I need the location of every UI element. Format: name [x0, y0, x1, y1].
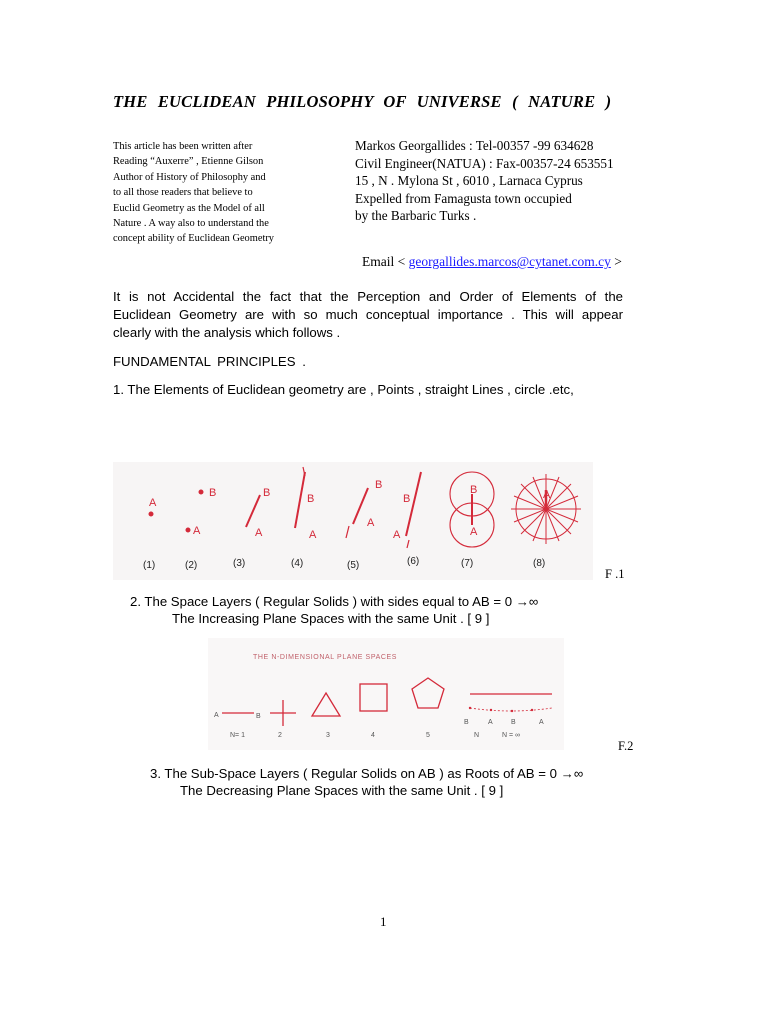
fig2-label: N — [474, 732, 480, 739]
author-line: by the Barbaric Turks . — [355, 208, 477, 223]
page-number: 1 — [380, 914, 387, 929]
fig1-label: (6) — [407, 556, 420, 567]
author-line: Markos Georgallides : Tel-00357 -99 634628 — [355, 138, 594, 153]
fig1-label: (3) — [233, 558, 246, 569]
fig2-label: N = ∞ — [502, 732, 521, 739]
intro-line: Reading “Auxerre” , Etienne Gilson — [113, 156, 264, 168]
fig2-label: N= 1 — [230, 732, 245, 739]
intro-line: to all those readers that believe to — [113, 187, 253, 199]
svg-text:A: A — [488, 719, 493, 726]
svg-text:B: B — [470, 484, 478, 496]
fig1-label: (1) — [143, 560, 156, 571]
svg-text:A: A — [470, 526, 478, 538]
intro-paragraph — [113, 288, 623, 342]
paragraph-line: It is not Accidental the fact that the Perception and Order of Elements of the — [113, 289, 623, 304]
intro-note — [113, 139, 343, 247]
section-heading: FUNDAMENTAL PRINCIPLES . — [113, 354, 306, 369]
fig1-label: (5) — [347, 560, 360, 571]
svg-text:B: B — [403, 493, 411, 505]
email-line — [362, 254, 622, 270]
svg-text:A: A — [539, 719, 544, 726]
fig2-label: 4 — [371, 732, 375, 739]
fig2-label: 3 — [326, 732, 330, 739]
author-line: 15 , N . Mylona St , 6010 , Larnaca Cyprus — [355, 173, 583, 188]
svg-text:B: B — [511, 719, 516, 726]
svg-text:B: B — [464, 719, 469, 726]
svg-text:A: A — [193, 525, 201, 537]
figure-1-caption: F .1 — [605, 567, 625, 581]
fig1-label: (7) — [461, 558, 474, 569]
principle-2-line-1: 2. The Space Layers ( Regular Solids ) with sides equal to AB = 0 →∞ — [130, 594, 539, 609]
fig2-label: 2 — [278, 732, 282, 739]
principle-3-line-2: The Decreasing Plane Spaces with the same Unit . [ 9 ] — [180, 783, 504, 798]
fig1-label: (2) — [185, 560, 198, 571]
svg-text:B: B — [209, 487, 217, 499]
email-prefix: Email < — [362, 254, 409, 269]
intro-line: Author of History of Philosophy and — [113, 171, 266, 183]
figure-2-header: THE N-DIMENSIONAL PLANE SPACES — [253, 654, 398, 661]
principle-1: 1. The Elements of Euclidean geometry are , Points , straight Lines , circle .etc, — [113, 382, 574, 397]
svg-text:A: A — [393, 529, 401, 541]
figure-1-elements — [113, 462, 593, 580]
author-line: Expelled from Famagusta town occupied — [355, 190, 572, 206]
svg-text:A: A — [543, 489, 551, 501]
svg-text:A: A — [309, 529, 317, 541]
principle-2-line-2: The Increasing Plane Spaces with the same Unit . [ 9 ] — [172, 611, 490, 626]
fig2-label: 5 — [426, 732, 430, 739]
svg-text:A: A — [367, 517, 375, 529]
email-link[interactable]: georgallides.marcos@cytanet.com.cy — [408, 254, 611, 269]
svg-text:B: B — [263, 487, 271, 499]
author-block — [355, 137, 655, 225]
svg-text:B: B — [256, 713, 261, 720]
fig1-label: (8) — [533, 558, 546, 569]
intro-line: Nature . A way also to understand the — [113, 218, 269, 230]
intro-line: concept ability of Euclidean Geometry — [113, 233, 274, 245]
paragraph-line: Euclidean Geometry are with so much conceptual importance . This will appear — [113, 307, 623, 322]
svg-text:B: B — [307, 493, 315, 505]
svg-text:B: B — [375, 479, 383, 491]
article-title: THE EUCLIDEAN PHILOSOPHY OF UNIVERSE ( NATURE ) — [113, 92, 612, 111]
intro-line: Euclid Geometry as the Model of all — [113, 202, 265, 214]
paragraph-line: clearly with the analysis which follows . — [113, 325, 341, 340]
figure-2-plane-spaces — [208, 638, 564, 750]
label-a: A — [149, 497, 157, 509]
svg-text:A: A — [214, 712, 219, 719]
fig1-label: (4) — [291, 558, 304, 569]
svg-text:A: A — [255, 527, 263, 539]
email-suffix: > — [610, 254, 622, 269]
figure-2-caption: F.2 — [618, 739, 634, 753]
principle-3-line-1: 3. The Sub-Space Layers ( Regular Solids on AB ) as Roots of AB = 0 →∞ — [150, 766, 584, 781]
intro-line: This article has been written after — [113, 141, 253, 152]
author-line: Civil Engineer(NATUA) : Fax-00357-24 653551 — [355, 155, 614, 171]
point-mark — [150, 513, 153, 516]
